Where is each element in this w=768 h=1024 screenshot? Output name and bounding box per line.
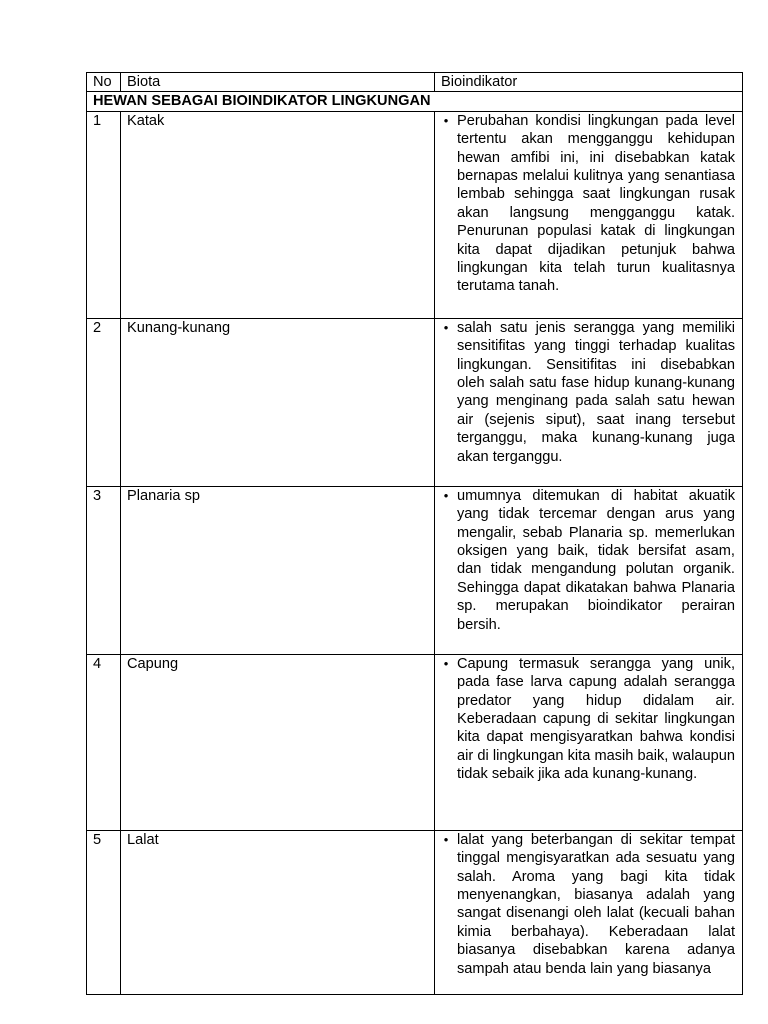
bullet-icon: • — [443, 655, 449, 671]
bullet-icon: • — [443, 319, 449, 335]
indicator-text: lalat yang beterbangan di sekitar tempat tinggal mengisyaratkan ada sesuatu yang salah. Aroma yang bagi kita tidak menyenangkan, biasanya adalah yang sangat disenangi oleh lalat (kecuali bahan kimia berbahaya). Keberadaan lalat biasanya disebabkan karena adanya sampah atau benda lain yang biasanya — [457, 831, 735, 977]
row-number: 1 — [87, 111, 121, 318]
table-row — [87, 486, 743, 654]
indicator-cell — [435, 830, 743, 994]
header-no: No — [87, 73, 121, 92]
header-biota: Biota — [121, 73, 435, 92]
indicator-text: salah satu jenis serangga yang memiliki sensitifitas yang tinggi terhadap kualitas lingkungan. Sensitifitas ini disebabkan oleh salah satu fase hidup kunang-kunang yang menginang pada salah satu hewan air (sejenis siput), saat inang tersebut terganggu, maka kunang-kunang juga akan terganggu. — [457, 319, 735, 465]
indicator-text: Perubahan kondisi lingkungan pada level tertentu akan mengganggu kehidupan hewan amfibi ini, ini disebabkan katak bernapas melalui kulitnya yang senantiasa lembab sehingga saat lingkungan rusak akan langsung mengganggu katak. Penurunan populasi katak di lingkungan kita dapat dijadikan petunjuk bahwa lingkungan kita telah turun kualitasnya terutama tanah. — [457, 112, 735, 295]
row-number: 5 — [87, 830, 121, 994]
bullet-icon: • — [443, 487, 449, 503]
biota-name: Capung — [121, 654, 435, 830]
section-title: HEWAN SEBAGAI BIOINDIKATOR LINGKUNGAN — [87, 92, 743, 111]
indicator-text: Capung termasuk serangga yang unik, pada fase larva capung adalah serangga predator yang hidup didalam air. Keberadaan capung di sekitar lingkungan kita dapat mengisyaratkan bahwa kondisi air di lingkungan kita masih baik, walaupun tidak sebaik jika ada kunang-kunang. — [457, 655, 735, 783]
indicator-cell — [435, 486, 743, 654]
table-row — [87, 318, 743, 486]
biota-name: Planaria sp — [121, 486, 435, 654]
header-indicator: Bioindikator — [435, 73, 743, 92]
row-number: 4 — [87, 654, 121, 830]
indicator-cell — [435, 318, 743, 486]
table-row — [87, 830, 743, 994]
biota-name: Kunang-kunang — [121, 318, 435, 486]
row-number: 3 — [87, 486, 121, 654]
biota-name: Katak — [121, 111, 435, 318]
row-number: 2 — [87, 318, 121, 486]
indicator-cell — [435, 654, 743, 830]
table-row — [87, 111, 743, 318]
bioindicator-table — [86, 72, 743, 995]
bullet-icon: • — [443, 112, 449, 128]
table-row — [87, 654, 743, 830]
table-header-row — [87, 73, 743, 92]
indicator-text: umumnya ditemukan di habitat akuatik yang tidak tercemar dengan arus yang mengalir, sebab Planaria sp. memerlukan oksigen yang baik, tidak bersifat asam, dan tidak mengandung polutan organik. Sehingga dapat dikatakan bahwa Planaria sp. merupakan bioindikator perairan bersih. — [457, 487, 735, 633]
section-header-row — [87, 92, 743, 111]
bullet-icon: • — [443, 831, 449, 847]
biota-name: Lalat — [121, 830, 435, 994]
indicator-cell — [435, 111, 743, 318]
